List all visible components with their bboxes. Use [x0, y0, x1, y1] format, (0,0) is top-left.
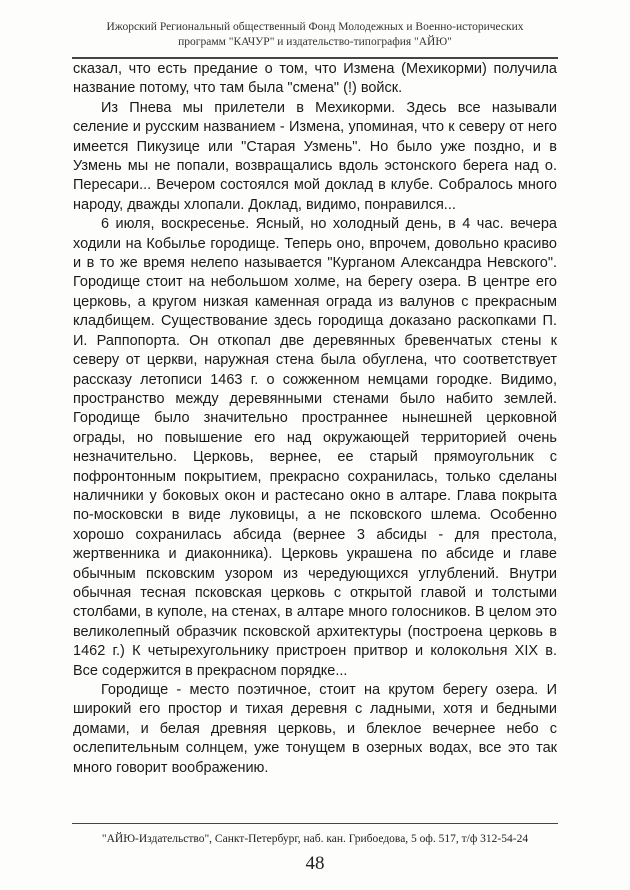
footer-divider [72, 823, 558, 824]
paragraph-mekhikormi: Из Пнева мы прилетели в Мехикорми. Здесь все называли селение и русским названием - Измена, упоминая, что к северу от него имеется Пикузице или "Старая Узмень". Но было уже поздно, и в Узмень мы не попали, возвращались вдоль эстонского берега над о. Пересари... Вечером состоялся мой доклад в клубе. Собралось много народу, дважды хлопали. Доклад, видимо, понравился... [73, 99, 557, 213]
page-number: 48 [305, 853, 325, 874]
header-line-2: программ "КАЧУР" и издательство-типография "АЙЮ" [178, 36, 452, 48]
running-header [72, 20, 558, 50]
paragraph-gorodishche: Городище - место поэтичное, стоит на крутом берегу озера. И широкий его простор и тихая деревня с ладными, хотя и бедными домами, и белая древняя церковь, и блеклое вечернее небо с ослепительным солнцем, уже тонущем в озерных водах, все это так много говорит воображению. [73, 682, 557, 776]
header-divider [72, 57, 558, 59]
publisher-footer: "АЙЮ-Издательство", Санкт-Петербург, наб. кан. Грибоедова, 5 оф. 517, т/ф 312-54-24 [101, 833, 529, 845]
paragraph-july-6: 6 июля, воскресенье. Ясный, но холодный день, в 4 час. вечера ходили на Кобылье городище. Теперь оно, впрочем, довольно красиво и в то же время нелепо называется "Курганом Александра Невского". Городище стоит на небольшом холме, на берегу озера. В центре его церковь, а кругом низкая каменная ограда из валунов с прекрасным кладбищем. Существование здесь городища доказано раскопками П. И. Раппопорта. Он откопал две деревянных бревенчатых стены к северу от церкви, наружная стена была обуглена, что соответствует рассказу летописи 1463 г. о сожженном немцами городке. Видимо, пространство между деревянными стенами было набито землей. Городище было значительно пространнее нынешней церковной ограды, но повышение его над окружающей территорией очень незначительно. Церковь, вернее, ее старый прямоугольник с пофронтонным покрытием, прекрасно сохранилась, только сделаны наличники у боковых окон и растесано окно в алтаре. Глава покрыта по-московски в виде луковицы, а не псковского шлема. Особенно хорошо сохранилась абсида (вернее 3 абсиды - для престола, жертвенника и диаконника). Церковь украшена по абсиде и главе обычным псковским узором из чередующихся углублений. Внутри обычная тесная псковская церковь с открытой главой и толстыми столбами, в куполе, на стенах, в алтаре много голосников. В целом это великолепный образчик псковской архитектуры (построена церковь в 1462 г.) К четырехугольнику пристроен притвор и колокольня XIX в. Все содержится в прекрасном порядке... [73, 216, 557, 679]
paragraph-continuation: сказал, что есть предание о том, что Измена (Мехикорми) получила название потому, что там была "смена" (!) войск. [73, 61, 557, 97]
header-line-1: Ижорский Региональный общественный Фонд Молодежных и Военно-исторических [106, 21, 524, 33]
body-text [73, 60, 557, 778]
